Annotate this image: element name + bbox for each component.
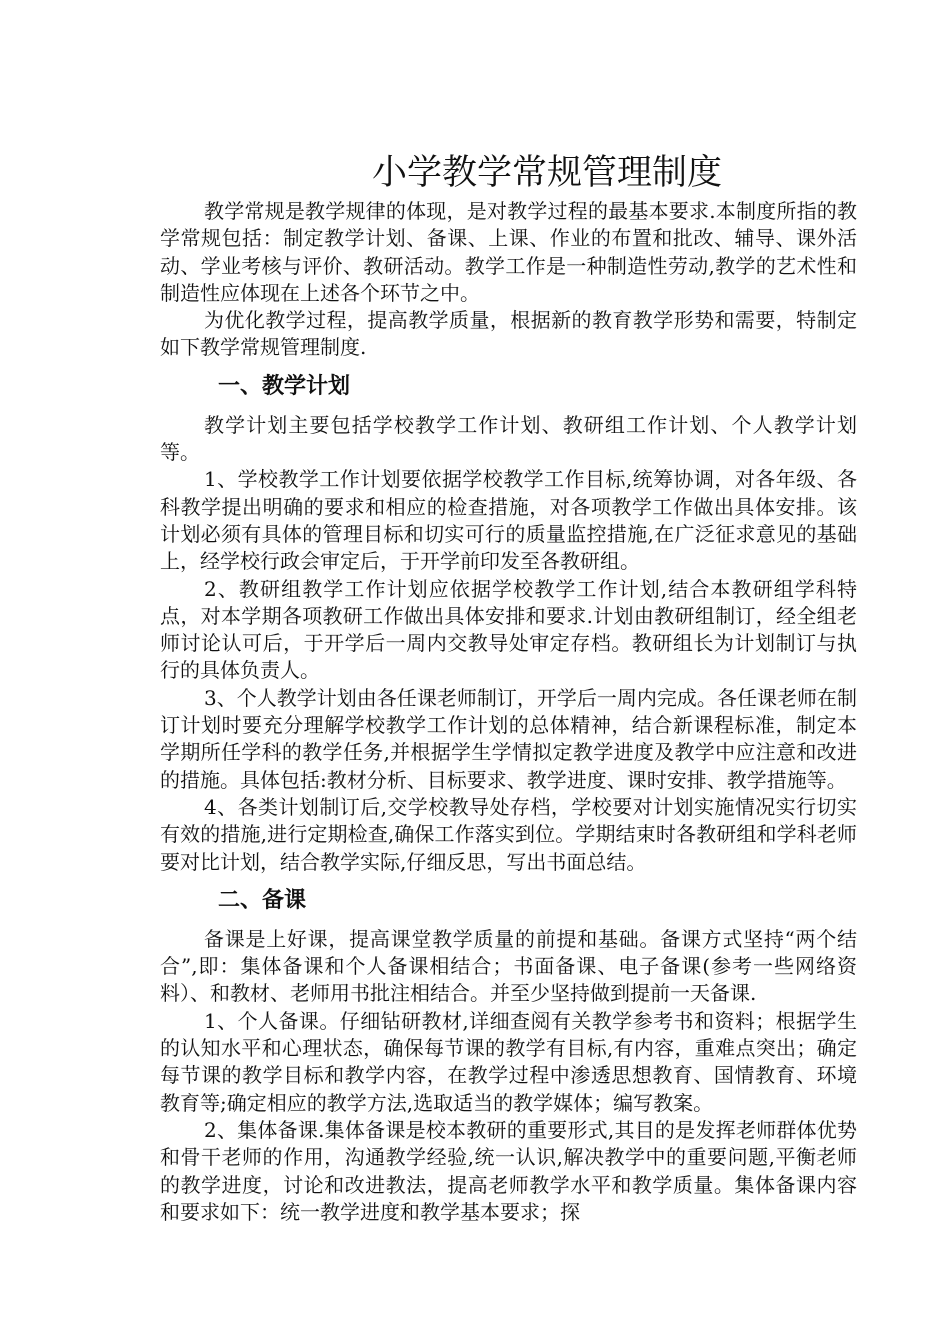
section-2-paragraph-1: 备课是上好课，提高课堂教学质量的前提和基础。备课方式坚持“两个结合”,即：集体备课和个人备课相结合；书面备课、电子备课(参考一些网络资料）、和教材、老师用书批注相结合。并至少坚持做到提前一天备课. (160, 926, 857, 1006)
section-2-paragraph-2: 1、个人备课。仔细钻研教材,详细查阅有关教学参考书和资料；根据学生的认知水平和心理状态，确保每节课的教学有目标,有内容，重难点突出；确定每节课的教学目标和教学内容，在教学过程中渗透思想教育、国情教育、环境教育等;确定相应的教学方法,选取适当的教学媒体；编写教案。 (160, 1008, 857, 1115)
document-page (160, 148, 857, 1226)
section-1-paragraph-1: 教学计划主要包括学校教学工作计划、教研组工作计划、个人教学计划等。 (160, 412, 857, 465)
section-heading-lesson-prep: 二、备课 (218, 887, 307, 913)
intro-paragraph-1: 教学常规是教学规律的体现，是对教学过程的最基本要求.本制度所指的教学常规包括：制定教学计划、备课、上课、作业的布置和批改、辅导、课外活动、学业考核与评价、教研活动。教学工作是一种制造性劳动,教学的艺术性和制造性应体现在上述各个环节之中。 (160, 199, 857, 305)
section-1-paragraph-5: 4、各类计划制订后,交学校教导处存档，学校要对计划实施情况实行切实有效的措施,进行定期检查,确保工作落实到位。学期结束时各教研组和学科老师要对比计划，结合教学实际,仔细反思，写出书面总结。 (160, 794, 857, 874)
section-heading-teaching-plan: 一、教学计划 (218, 373, 351, 399)
section-2-paragraph-3: 2、集体备课.集体备课是校本教研的重要形式,其目的是发挥老师群体优势和骨干老师的作用，沟通教学经验,统一认识,解决教学中的重要问题,平衡老师的教学进度，讨论和改进教法，提高老师教学水平和教学质量。集体备课内容和要求如下：统一教学进度和教学基本要求；探 (160, 1117, 857, 1224)
document-title: 小学教学常规管理制度 (372, 153, 723, 193)
intro-paragraph-2: 为优化教学过程，提高教学质量，根据新的教育教学形势和需要，特制定如下教学常规管理制度. (160, 308, 857, 360)
section-1-paragraph-3: 2、教研组教学工作计划应依据学校教学工作计划,结合本教研组学科特点，对本学期各项教研工作做出具体安排和要求.计划由教研组制订，经全组老师讨论认可后，于开学后一周内交教导处审定存档。教研组长为计划制订与执行的具体负责人。 (160, 576, 857, 683)
section-1-paragraph-2: 1、学校教学工作计划要依据学校教学工作目标,统筹协调，对各年级、各科教学提出明确的要求和相应的检查措施，对各项教学工作做出具体安排。该计划必须有具体的管理目标和切实可行的质量监控措施,在广泛征求意见的基础上，经学校行政会审定后，于开学前印发至各教研组。 (160, 467, 857, 574)
section-1-paragraph-4: 3、个人教学计划由各任课老师制订，开学后一周内完成。各任课老师在制订计划时要充分理解学校教学工作计划的总体精神，结合新课程标准，制定本学期所任学科的教学任务,并根据学生学情拟定教学进度及教学中应注意和改进的措施。具体包括:教材分析、目标要求、教学进度、课时安排、教学措施等。 (160, 685, 857, 792)
